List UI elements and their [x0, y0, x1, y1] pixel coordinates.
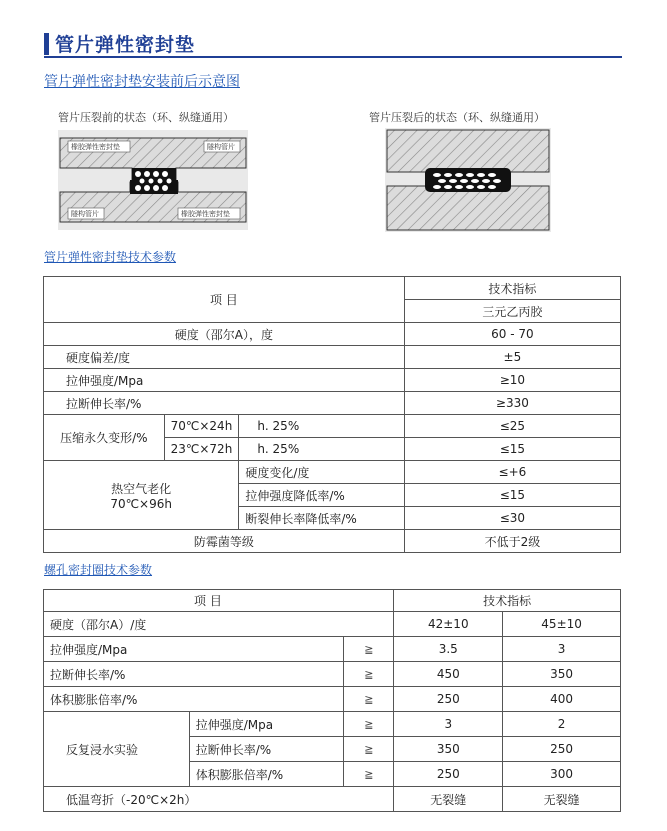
title-accent-bar [44, 33, 49, 55]
diagram-section-title: 管片弹性密封垫安装前后示意图 [44, 74, 240, 90]
table-row: 断裂伸长率降低率/% ≤30 [44, 507, 621, 530]
table-row: 拉伸强度降低率/% ≤15 [44, 484, 621, 507]
table-row: 防霉菌等级 不低于2级 [44, 530, 621, 553]
table-row: 拉断伸长率/% ≥330 [44, 392, 621, 415]
table-row: 体积膨胀倍率/% ≧ 250 400 [44, 687, 621, 712]
page-title-text: 管片弹性密封垫 [55, 34, 196, 56]
segment-label-bottom: 隧构管片 [71, 210, 99, 218]
title-divider [44, 56, 622, 58]
table-row: 23℃×72h h. 25% ≤15 [44, 438, 621, 461]
before-diagram [58, 130, 248, 230]
spec-header: 技术指标 [394, 590, 621, 612]
material-cell: 三元乙丙胶 [404, 300, 620, 323]
bolt-seal-spec-table [43, 589, 621, 812]
table2-title: 螺孔密封圈技术参数 [44, 563, 153, 577]
item-header: 项 目 [44, 277, 405, 323]
gasket-label-bottom: 橡胶弹性密封垫 [181, 210, 230, 218]
table-row: 拉断伸长率/% ≧ 450 350 [44, 662, 621, 687]
table-row: 压缩永久变形/% 70℃×24h h. 25% ≤25 [44, 415, 621, 438]
before-diagram-figure [58, 130, 248, 230]
table-row: 低温弯折（-20℃×2h） 无裂缝 无裂缝 [44, 787, 621, 812]
spec-header: 技术指标 [404, 277, 620, 300]
table1-title: 管片弹性密封垫技术参数 [44, 250, 177, 264]
item-header: 项 目 [44, 590, 394, 612]
table-row: 拉伸强度/Mpa ≥10 [44, 369, 621, 392]
after-diagram-figure [385, 128, 551, 232]
gasket-spec-table [43, 276, 621, 553]
table-row [44, 277, 621, 300]
gasket-label-top: 橡胶弹性密封垫 [71, 143, 120, 151]
table-row: 反复浸水实验 拉伸强度/Mpa ≧ 3 2 [44, 712, 621, 737]
after-diagram [385, 128, 551, 232]
table-row: 拉伸强度/Mpa ≧ 3.5 3 [44, 637, 621, 662]
before-caption: 管片压裂前的状态（环、纵缝通用） [58, 111, 234, 124]
table-row: 硬度（邵尔A）/度 42±10 45±10 [44, 612, 621, 637]
table-row: 体积膨胀倍率/% ≧ 250 300 [44, 762, 621, 787]
table-row: 硬度偏差/度 ±5 [44, 346, 621, 369]
page-title [44, 30, 195, 57]
table-row: 热空气老化 70℃×96h 硬度变化/度 ≤+6 [44, 461, 621, 484]
table-row: 硬度（邵尔A），度 60 - 70 [44, 323, 621, 346]
aging-label: 热空气老化 70℃×96h [44, 461, 239, 530]
table-row: 拉断伸长率/% ≧ 350 250 [44, 737, 621, 762]
after-caption: 管片压裂后的状态（环、纵缝通用） [369, 111, 545, 124]
table-row [44, 590, 621, 612]
segment-label-top: 隧构管片 [207, 143, 235, 151]
